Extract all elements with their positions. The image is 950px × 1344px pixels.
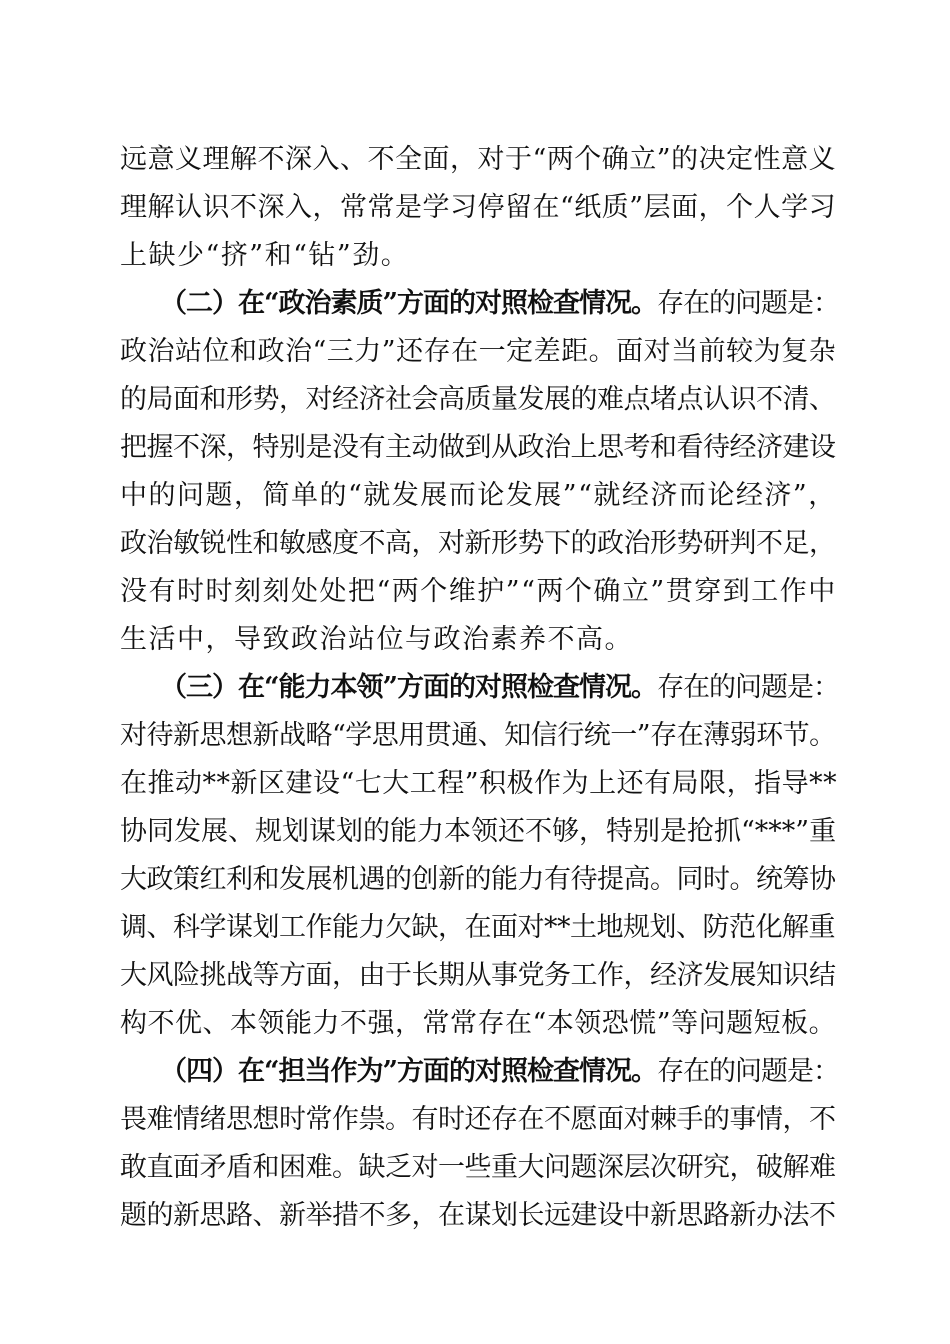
line-text: 存在的问题是： — [657, 288, 840, 319]
line-text: 政治敏锐性和敏感度不高，对新形势下的政治形势研判不足， — [120, 528, 836, 559]
body-line — [120, 1196, 840, 1236]
line-text: 没有时时刻刻处处把“两个维护”“两个确立”贯穿到工作中 — [120, 576, 837, 607]
line-text: 题的新思路、新举措不多，在谋划长远建设中新思路新办法不 — [120, 1200, 836, 1231]
body-line — [120, 572, 840, 612]
line-text: 存在的问题是： — [657, 672, 840, 703]
body-line — [120, 428, 840, 468]
line-text: 畏难情绪思想时常作祟。有时还存在不愿面对棘手的事情，不 — [120, 1104, 836, 1135]
line-text: 敢直面矛盾和困难。缺乏对一些重大问题深层次研究，破解难 — [120, 1152, 836, 1183]
line-text: 上缺少“挤”和“钻”劲。 — [120, 240, 410, 271]
body-line — [120, 476, 840, 516]
line-text: 生活中，导致政治站位与政治素养不高。 — [120, 624, 633, 655]
body-line — [120, 236, 840, 276]
body-line — [120, 380, 840, 420]
body-line — [120, 140, 840, 180]
line-text: 在推动**新区建设“七大工程”积极作为上还有局限，指导** — [120, 768, 838, 799]
body-line — [120, 620, 840, 660]
line-text: 政治站位和政治“三力”还存在一定差距。面对当前较为复杂 — [120, 336, 837, 367]
body-line — [120, 1004, 840, 1044]
body-line — [120, 716, 840, 756]
line-text: 大风险挑战等方面，由于长期从事党务工作，经济发展知识结 — [120, 960, 836, 991]
line-text: 大政策红利和发展机遇的创新的能力有待提高。同时。统筹协 — [120, 864, 836, 895]
body-line — [120, 332, 840, 372]
line-text: 对待新思想新战略“学思用贯通、知信行统一”存在薄弱环节。 — [120, 720, 836, 751]
section-heading: （二）在“政治素质”方面的对照检查情况。 — [160, 288, 658, 319]
section-heading-line — [160, 1052, 840, 1092]
body-line — [120, 860, 840, 900]
line-text: 协同发展、规划谋划的能力本领还不够，特别是抢抓“***”重 — [120, 816, 837, 847]
line-text: 中的问题，简单的“就发展而论发展”“就经济而论经济”， — [120, 480, 837, 511]
body-line — [120, 188, 840, 228]
line-text: 的局面和形势，对经济社会高质量发展的难点堵点认识不清、 — [120, 384, 836, 415]
line-text: 构不优、本领能力不强，常常存在“本领恐慌”等问题短板。 — [120, 1008, 837, 1039]
line-text: 把握不深，特别是没有主动做到从政治上思考和看待经济建设 — [120, 432, 836, 463]
body-line — [120, 764, 840, 804]
line-text: 远意义理解不深入、不全面，对于“两个确立”的决定性意义 — [120, 144, 837, 175]
body-line — [120, 524, 840, 564]
body-line — [120, 908, 840, 948]
section-heading: （三）在“能力本领”方面的对照检查情况。 — [160, 672, 658, 703]
line-text: 存在的问题是： — [657, 1056, 840, 1087]
line-text: 调、科学谋划工作能力欠缺，在面对**土地规划、防范化解重 — [120, 912, 835, 943]
body-line — [120, 812, 840, 852]
body-line — [120, 1100, 840, 1140]
body-line — [120, 1148, 840, 1188]
body-line — [120, 956, 840, 996]
section-heading-line — [160, 668, 840, 708]
section-heading: （四）在“担当作为”方面的对照检查情况。 — [160, 1056, 658, 1087]
section-heading-line — [160, 284, 840, 324]
line-text: 理解认识不深入，常常是学习停留在“纸质”层面，个人学习 — [120, 192, 837, 223]
